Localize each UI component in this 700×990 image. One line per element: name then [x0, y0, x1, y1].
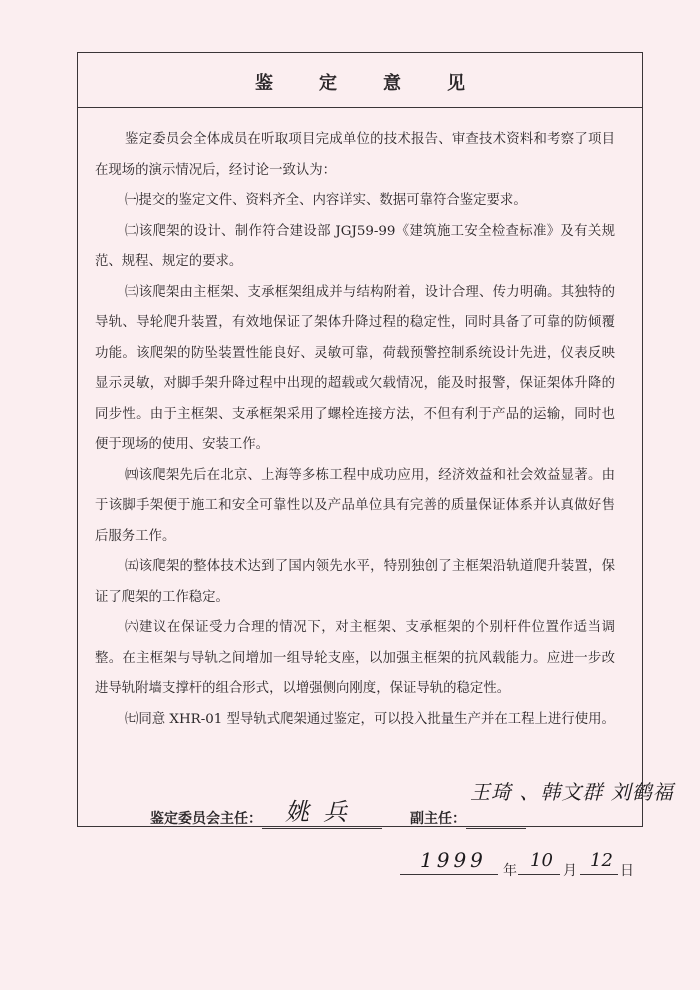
opinion-item-7: ㈦同意 XHR-01 型导轨式爬架通过鉴定，可以投入批量生产并在工程上进行使用。	[125, 711, 615, 727]
date-month-label: 月	[563, 863, 577, 879]
opinion-item-6: ㈥建议在保证受力合理的情况下，对主框架、支承框架的个别杆件位置作适当调整。在主框架与导轨之间增加一组导轮支座，以加强主框架的抗风载能力。应进一步改进导轨附墙支撑杆的组合形式，以增强侧向刚度，保证导轨的稳定性。	[95, 620, 615, 696]
opinion-body	[95, 125, 615, 735]
title-row	[77, 52, 643, 108]
chair-signature-line	[262, 828, 382, 829]
chair-label: 鉴定委员会主任：	[150, 811, 262, 827]
date-year-line	[400, 874, 498, 875]
date-year-label: 年	[503, 863, 517, 879]
date-day-label: 日	[620, 863, 634, 879]
date-year: 1999	[420, 848, 487, 872]
opinion-item-5: ㈤该爬架的整体技术达到了国内领先水平，特别独创了主框架沿轨道爬升装置，保证了爬架的工作稳定。	[95, 559, 615, 605]
vice-chair-label: 副主任：	[410, 811, 466, 827]
date-day-line	[580, 874, 618, 875]
vice-chair-signatures: 王琦 、韩文群 刘鹤福	[470, 780, 674, 804]
opinion-item-3: ㈢该爬架由主框架、支承框架组成并与结构附着，设计合理、传力明确。其独特的导轨、导轮爬升装置，有效地保证了架体升降过程的稳定性，同时具备了可靠的防倾覆功能。该爬架的防坠装置性能良好、灵敏可靠，荷载预警控制系统设计先进，仪表反映显示灵敏，对脚手架升降过程中出现的超载或欠载情况，能及时报警，保证架体升降的同步性。由于主框架、支承框架采用了螺栓连接方法，不但有利于产品的运输，同时也便于现场的使用、安装工作。	[95, 284, 615, 452]
date-month-line	[518, 874, 560, 875]
intro-paragraph: 鉴定委员会全体成员在听取项目完成单位的技术报告、审查技术资料和考察了项目在现场的演示情况后，经讨论一致认为：	[95, 132, 615, 178]
opinion-item-2: ㈡该爬架的设计、制作符合建设部 JGJ59-99《建筑施工安全检查标准》及有关规范、规程、规定的要求。	[95, 223, 615, 269]
opinion-item-4: ㈣该爬架先后在北京、上海等多栋工程中成功应用，经济效益和社会效益显著。由于该脚手架便于施工和安全可靠性以及产品单位具有完善的质量保证体系并认真做好售后服务工作。	[95, 467, 615, 544]
date-month: 10	[530, 850, 553, 871]
vice-chair-signature-line	[466, 828, 526, 829]
date-day: 12	[590, 850, 613, 871]
form-title: 鉴定意见	[255, 73, 511, 94]
chair-signature: 姚兵	[285, 798, 361, 826]
opinion-item-1: ㈠提交的鉴定文件、资料齐全、内容详实、数据可靠符合鉴定要求。	[125, 193, 527, 208]
